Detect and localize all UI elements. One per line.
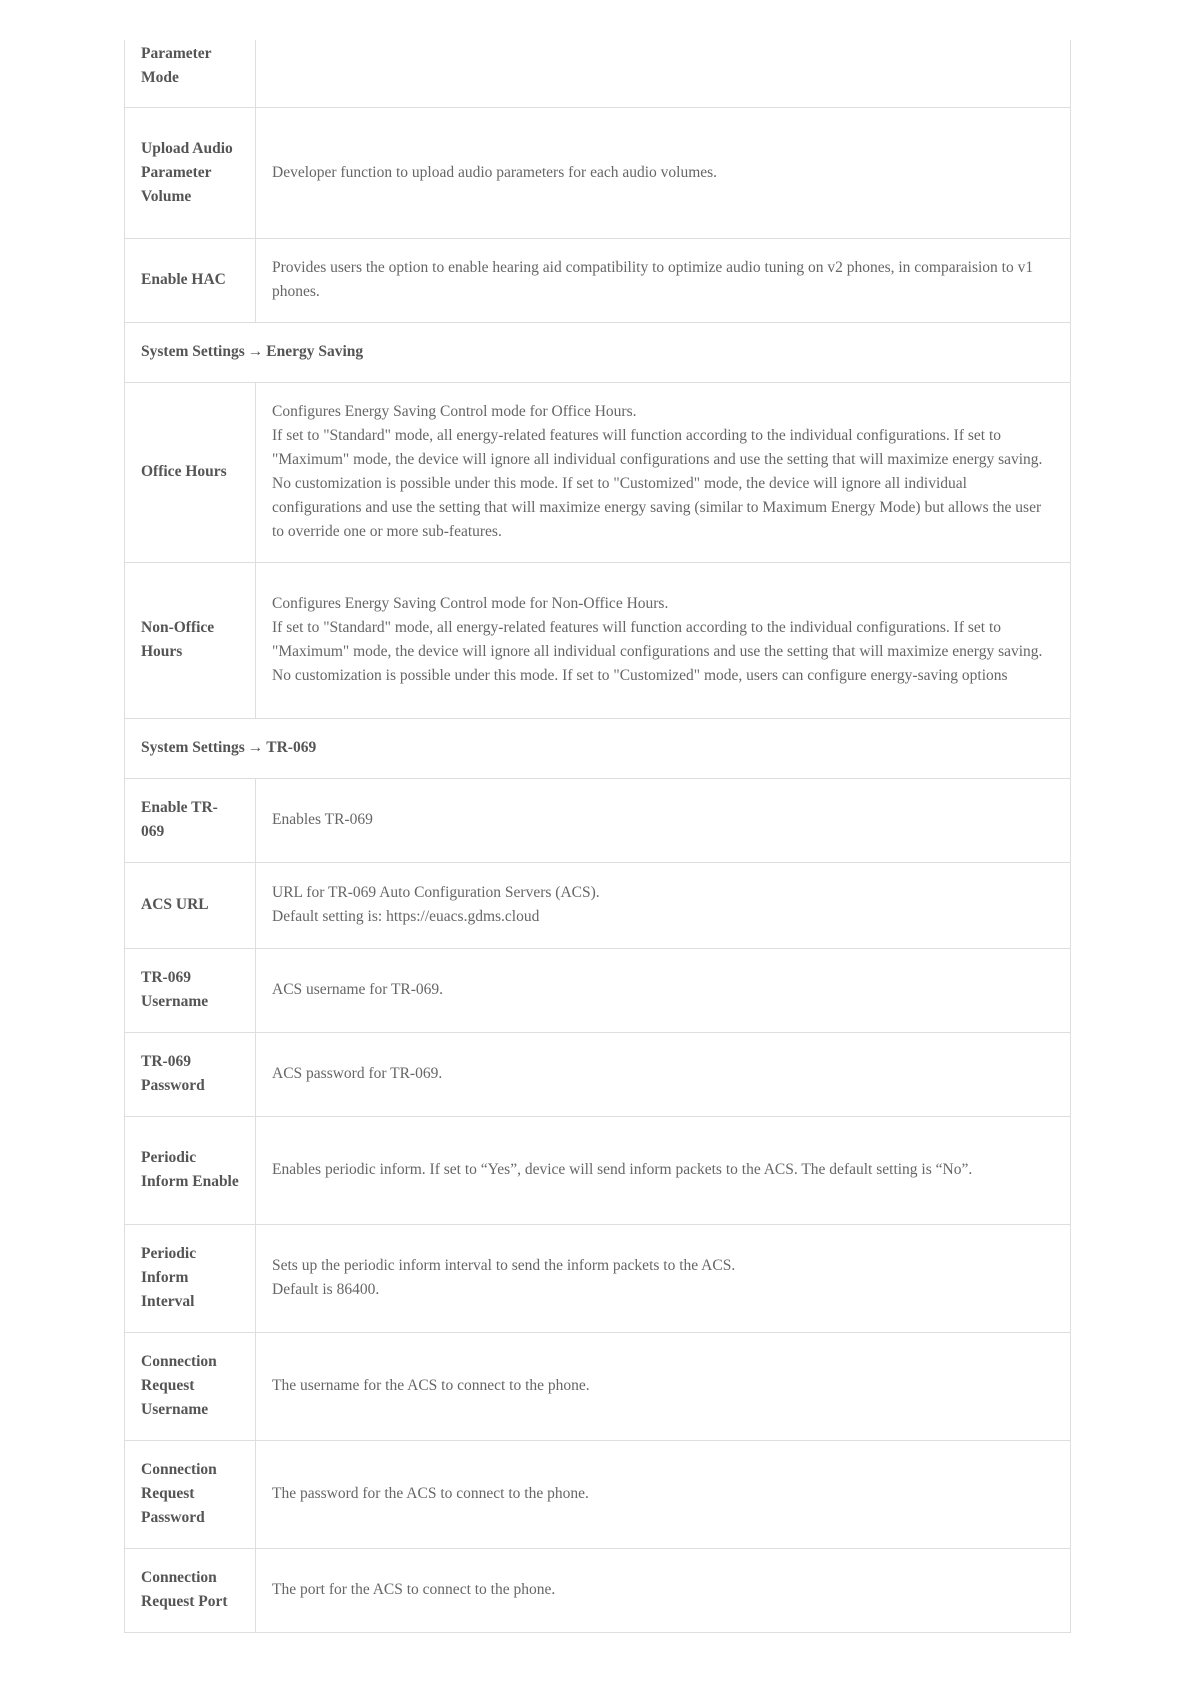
section-header-energy-saving xyxy=(125,322,1071,382)
param-name: Connection Request Password xyxy=(125,1440,256,1548)
table-row xyxy=(125,1332,1071,1440)
param-name: Parameter Mode xyxy=(125,40,256,107)
param-name: Periodic Inform Enable xyxy=(125,1116,256,1224)
table-row xyxy=(125,382,1071,562)
section-header-row xyxy=(125,322,1071,382)
section-title: TR-069 xyxy=(266,739,317,756)
param-description xyxy=(256,562,1071,718)
table-row xyxy=(125,778,1071,862)
param-description xyxy=(256,1332,1071,1440)
section-path: System Settings xyxy=(141,343,245,360)
table-row xyxy=(125,107,1071,238)
param-description xyxy=(256,1116,1071,1224)
param-name: Enable TR-069 xyxy=(125,778,256,862)
param-description xyxy=(256,382,1071,562)
param-description xyxy=(256,778,1071,862)
arrow-right-icon: → xyxy=(247,343,264,360)
description-line: The username for the ACS to connect to the phone. xyxy=(272,1377,590,1394)
description-line: Configures Energy Saving Control mode for Non-Office Hours. xyxy=(272,595,669,612)
table-row xyxy=(125,1224,1071,1332)
param-name: TR-069 Password xyxy=(125,1032,256,1116)
description-line: If set to "Standard" mode, all energy-related features will function according to the individual configurations. If set to "Maximum" mode, the device will ignore all individual configurations and use the setting that will maximize energy saving. No customization is possible under this mode. If set to "Customized" mode, the device will ignore all individual configurations and use the setting that will maximize energy saving (similar to Maximum Energy Mode) but allows the user to override one or more sub-features. xyxy=(272,427,1043,540)
description-line: Configures Energy Saving Control mode for Office Hours. xyxy=(272,403,637,420)
param-name: Periodic Inform Interval xyxy=(125,1224,256,1332)
table-row xyxy=(125,40,1071,107)
table-row xyxy=(125,948,1071,1032)
description-line: The port for the ACS to connect to the phone. xyxy=(272,1581,556,1598)
table-row xyxy=(125,862,1071,948)
section-path: System Settings xyxy=(141,739,245,756)
param-name: Non-Office Hours xyxy=(125,562,256,718)
description-line: The password for the ACS to connect to the phone. xyxy=(272,1485,589,1502)
param-name: ACS URL xyxy=(125,862,256,948)
description-line: Sets up the periodic inform interval to send the inform packets to the ACS. xyxy=(272,1257,736,1274)
settings-table xyxy=(124,40,1071,1633)
param-name: Enable HAC xyxy=(125,238,256,322)
description-line: Enables TR-069 xyxy=(272,811,373,828)
param-description xyxy=(256,40,1071,107)
param-name: Connection Request Username xyxy=(125,1332,256,1440)
description-line: Default is 86400. xyxy=(272,1281,380,1298)
description-line: If set to "Standard" mode, all energy-related features will function according to the individual configurations. If set to "Maximum" mode, the device will ignore all individual configurations and use the setting that will maximize energy saving. No customization is possible under this mode. If set to "Customized" mode, users can configure energy-saving options xyxy=(272,619,1043,684)
arrow-right-icon: → xyxy=(247,739,264,756)
param-name: Upload Audio Parameter Volume xyxy=(125,107,256,238)
param-description xyxy=(256,948,1071,1032)
param-description xyxy=(256,1032,1071,1116)
param-description xyxy=(256,862,1071,948)
table-row xyxy=(125,1032,1071,1116)
param-description: Developer function to upload audio parameters for each audio volumes. xyxy=(256,107,1071,238)
table-row xyxy=(125,1440,1071,1548)
table-row xyxy=(125,1548,1071,1632)
table-row xyxy=(125,238,1071,322)
section-header-row xyxy=(125,718,1071,778)
table-row xyxy=(125,562,1071,718)
section-title: Energy Saving xyxy=(266,343,364,360)
param-name: TR-069 Username xyxy=(125,948,256,1032)
description-line: Enables periodic inform. If set to “Yes”, device will send inform packets to the ACS. The default setting is “No”. xyxy=(272,1161,973,1178)
description-line: ACS username for TR-069. xyxy=(272,981,444,998)
param-description xyxy=(256,1224,1071,1332)
description-line: URL for TR-069 Auto Configuration Servers (ACS). xyxy=(272,884,600,901)
param-description xyxy=(256,1548,1071,1632)
description-line: Default setting is: https://euacs.gdms.cloud xyxy=(272,908,540,925)
section-header-tr069 xyxy=(125,718,1071,778)
table-row xyxy=(125,1116,1071,1224)
param-description xyxy=(256,1440,1071,1548)
description-line: ACS password for TR-069. xyxy=(272,1065,443,1082)
param-name: Office Hours xyxy=(125,382,256,562)
param-description: Provides users the option to enable hearing aid compatibility to optimize audio tuning on v2 phones, in comparaision to v1 phones. xyxy=(256,238,1071,322)
param-name: Connection Request Port xyxy=(125,1548,256,1632)
